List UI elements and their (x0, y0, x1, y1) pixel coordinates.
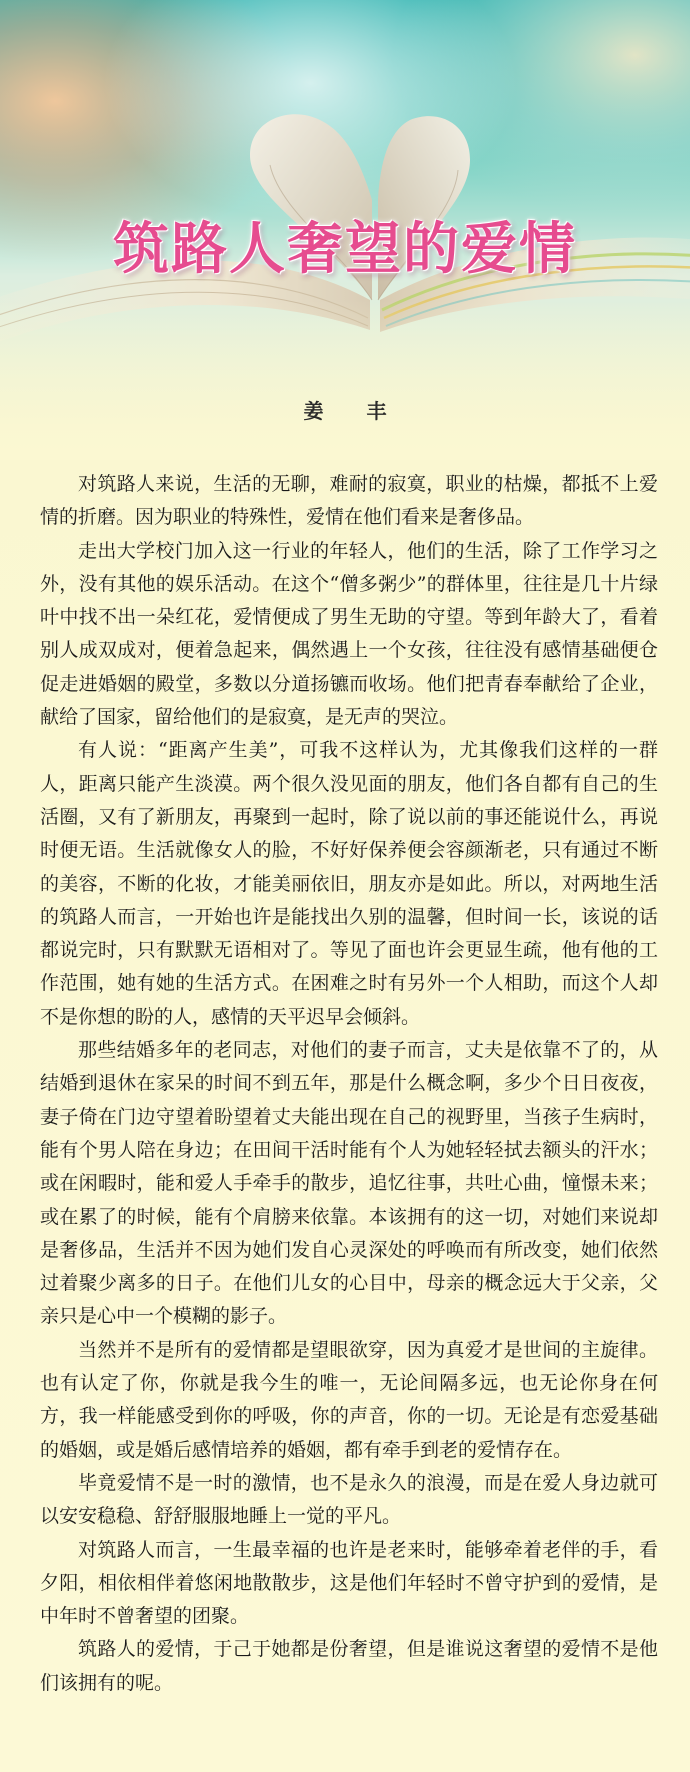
paragraph: 对筑路人而言，一生最幸福的也许是老来时，能够牵着老伴的手，看夕阳，相依相伴着悠闲地散散步，这是他们年轻时不曾守护到的爱情，是中年时不曾奢望的团聚。 (40, 1538, 658, 1628)
paragraph: 走出大学校门加入这一行业的年轻人，他们的生活，除了工作学习之外，没有其他的娱乐活动。在这个“僧多粥少”的群体里，往往是几十片绿叶中找不出一朵红花，爱情便成了男生无助的守望。等到年龄大了，看着别人成双成对，便着急起来，偶然遇上一个女孩，往往没有感情基础便仓促走进婚姻的殿堂，多数以分道扬镳而收场。他们把青春奉献给了企业，献给了国家，留给他们的是寂寞，是无声的哭泣。 (40, 539, 658, 729)
page-title: 筑路人奢望的爱情 (113, 217, 577, 282)
article-body (40, 468, 658, 1700)
paragraph: 毕竟爱情不是一时的激情，也不是永久的浪漫，而是在爱人身边就可以安安稳稳、舒舒服服地睡上一觉的平凡。 (40, 1471, 658, 1528)
paragraph: 那些结婚多年的老同志，对他们的妻子而言，丈夫是依靠不了的，从结婚到退休在家呆的时间不到五年，那是什么概念啊，多少个日日夜夜，妻子倚在门边守望着盼望着丈夫能出现在自己的视野里，当孩子生病时，能有个男人陪在身边；在田间干活时能有个人为她轻轻拭去额头的汗水；或在闲暇时，能和爱人手牵手的散步，追忆往事，共吐心曲，憧憬未来；或在累了的时候，能有个肩膀来依靠。本该拥有的这一切，对她们来说却是奢侈品，生活并不因为她们发自心灵深处的呼唤而有所改变，她们依然过着聚少离多的日子。在他们儿女的心目中，母亲的概念远大于父亲，父亲只是心中一个模糊的影子。 (40, 1039, 658, 1328)
paragraph: 对筑路人来说，生活的无聊，难耐的寂寞，职业的枯燥，都抵不上爱情的折磨。因为职业的特殊性，爱情在他们看来是奢侈品。 (40, 473, 658, 529)
author-name: 姜 丰 (303, 399, 405, 423)
paragraph: 筑路人的爱情，于己于她都是份奢望，但是谁说这奢望的爱情不是他们该拥有的呢。 (40, 1638, 658, 1694)
paragraph: 有人说：“距离产生美”，可我不这样认为，尤其像我们这样的一群人，距离只能产生淡漠。两个很久没见面的朋友，他们各自都有自己的生活圈，又有了新朋友，再聚到一起时，除了说以前的事还能说什么，再说时便无语。生活就像女人的脸，不好好保养便会容颜渐老，只有通过不断的美容，不断的化妆，才能美丽依旧，朋友亦是如此。所以，对两地生活的筑路人而言，一开始也许是能找出久别的温馨，但时间一长，该说的话都说完时，只有默默无语相对了。等见了面也许会更显生疏，他有他的工作范围，她有她的生活方式。在困难之时有另外一个人相助，而这个人却不是你想的盼的人，感情的天平迟早会倾斜。 (40, 739, 658, 1028)
paragraph: 当然并不是所有的爱情都是望眼欲穿，因为真爱才是世间的主旋律。也有认定了你，你就是我今生的唯一，无论间隔多远，也无论你身在何方，我一样能感受到你的呼吸，你的声音，你的一切。无论是有恋爱基础的婚姻，或是婚后感情培养的婚姻，都有牵手到老的爱情存在。 (40, 1338, 658, 1461)
